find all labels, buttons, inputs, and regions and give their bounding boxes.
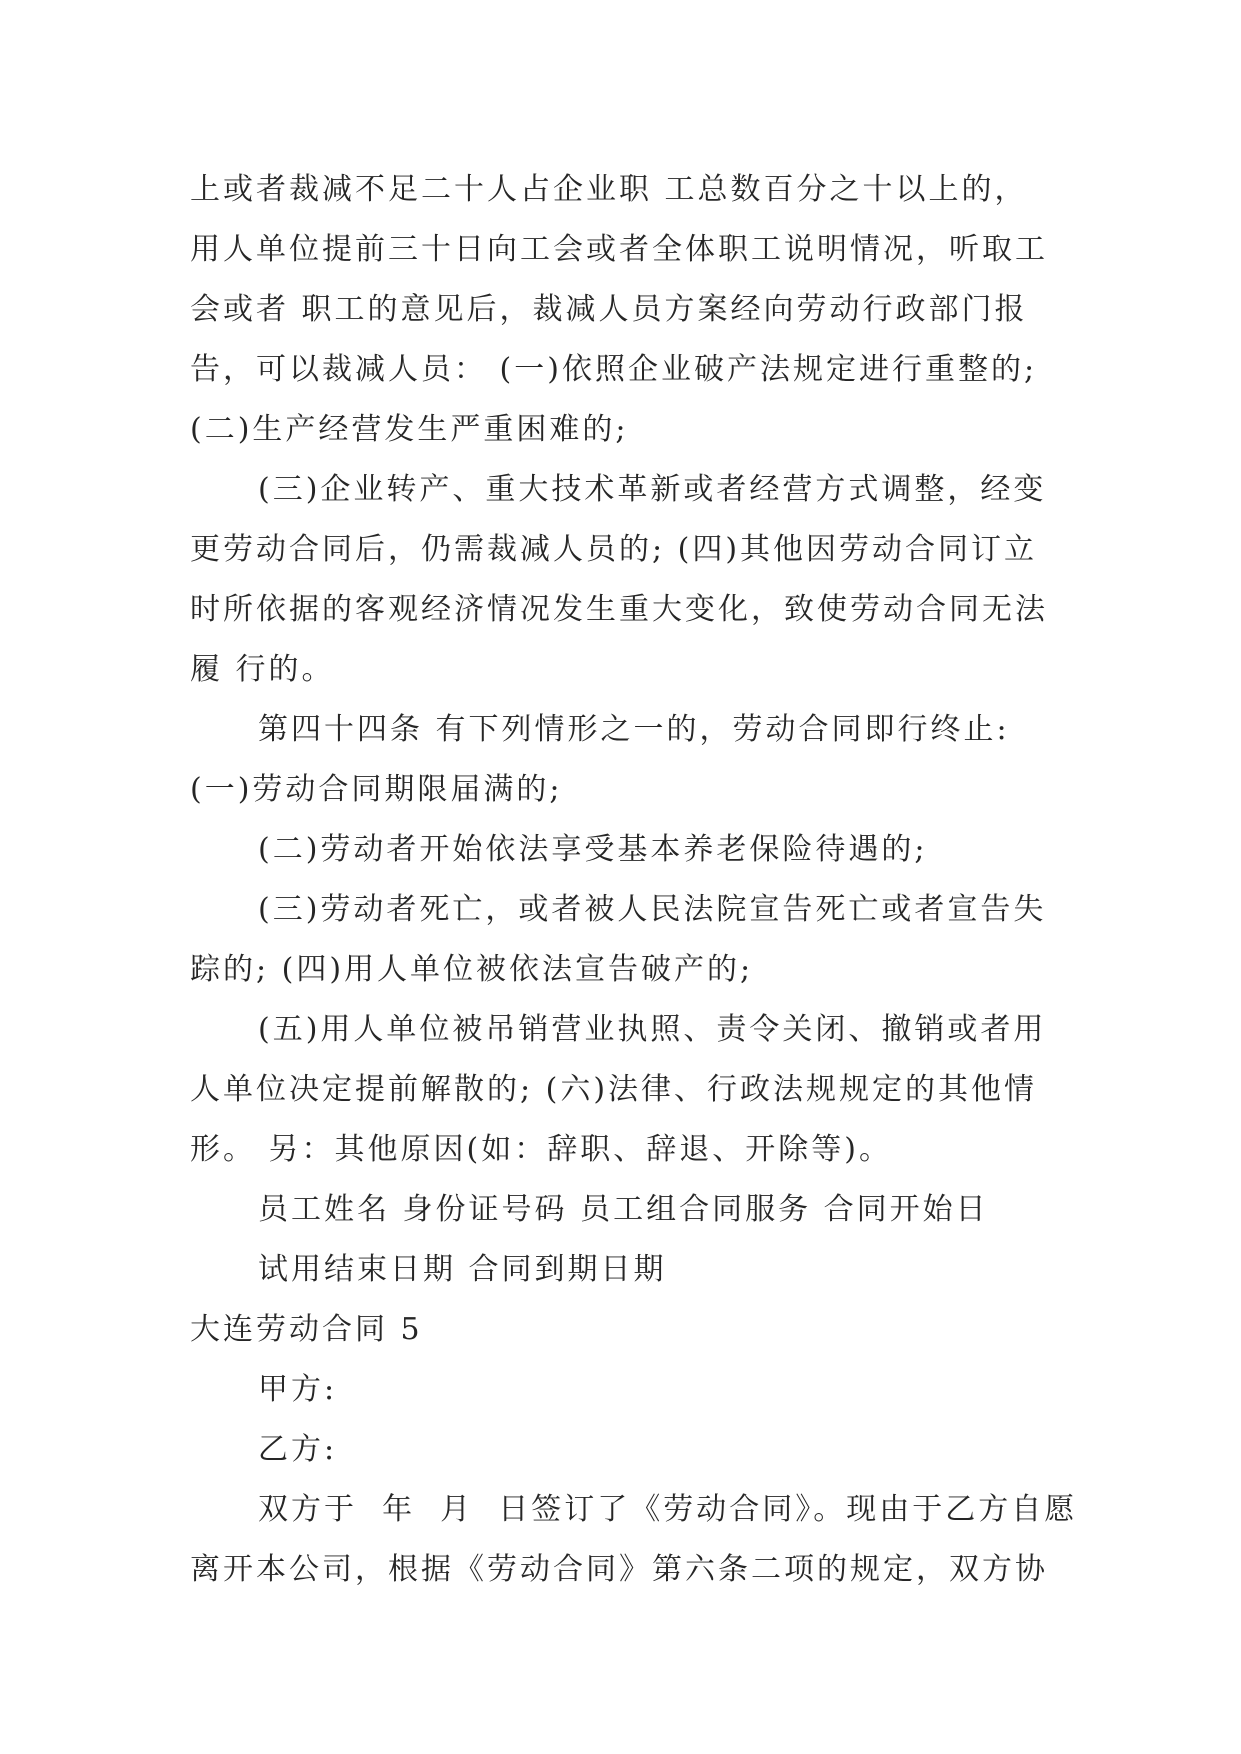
body-line: 上或者裁减不足二十人占企业职 工总数百分之十以上的， xyxy=(190,172,1028,207)
body-line: 形。 另：其他原因(如：辞职、辞退、开除等)。 xyxy=(190,1132,892,1167)
body-line: 离开本公司，根据《劳动合同》第六条二项的规定，双方协 xyxy=(190,1552,1048,1587)
body-line: 会或者 职工的意见后，裁减人员方案经向劳动行政部门报 xyxy=(190,292,1028,327)
body-line: (一)劳动合同期限届满的; xyxy=(190,772,563,807)
body-line: (三)劳动者死亡，或者被人民法院宣告死亡或者宣告失 xyxy=(258,892,1047,927)
body-line: (五)用人单位被吊销营业执照、责令关闭、撤销或者用 xyxy=(258,1012,1047,1047)
section-title: 大连劳动合同 5 xyxy=(190,1312,423,1347)
body-line: 双方于 年 月 日签订了《劳动合同》。现由于乙方自愿 xyxy=(258,1492,1078,1527)
body-line: 时所依据的客观经济情况发生重大变化，致使劳动合同无法 xyxy=(190,592,1048,627)
body-line: 告，可以裁减人员： (一)依照企业破产法规定进行重整的; xyxy=(190,352,1038,387)
body-line: 履 行的。 xyxy=(190,652,335,687)
party-b-line: 乙方: xyxy=(258,1432,338,1467)
body-line: 踪的; (四)用人单位被依法宣告破产的; xyxy=(190,952,754,987)
body-line: 用人单位提前三十日向工会或者全体职工说明情况，听取工 xyxy=(190,232,1048,267)
body-line: (三)企业转产、重大技术革新或者经营方式调整，经变 xyxy=(258,472,1047,507)
body-line: (二)劳动者开始依法享受基本养老保险待遇的; xyxy=(258,832,928,867)
body-line: (二)生产经营发生严重困难的; xyxy=(190,412,629,447)
document-body xyxy=(190,160,1078,1600)
table-header-line: 员工姓名 身份证号码 员工组合同服务 合同开始日 xyxy=(258,1192,989,1227)
body-line: 更劳动合同后，仍需裁减人员的; (四)其他因劳动合同订立 xyxy=(190,532,1038,567)
party-a-line: 甲方: xyxy=(258,1372,338,1407)
body-line: 人单位决定提前解散的; (六)法律、行政法规规定的其他情 xyxy=(190,1072,1038,1107)
article-heading: 第四十四条 有下列情形之一的，劳动合同即行终止: xyxy=(258,712,1010,747)
table-header-line: 试用结束日期 合同到期日期 xyxy=(258,1252,667,1287)
